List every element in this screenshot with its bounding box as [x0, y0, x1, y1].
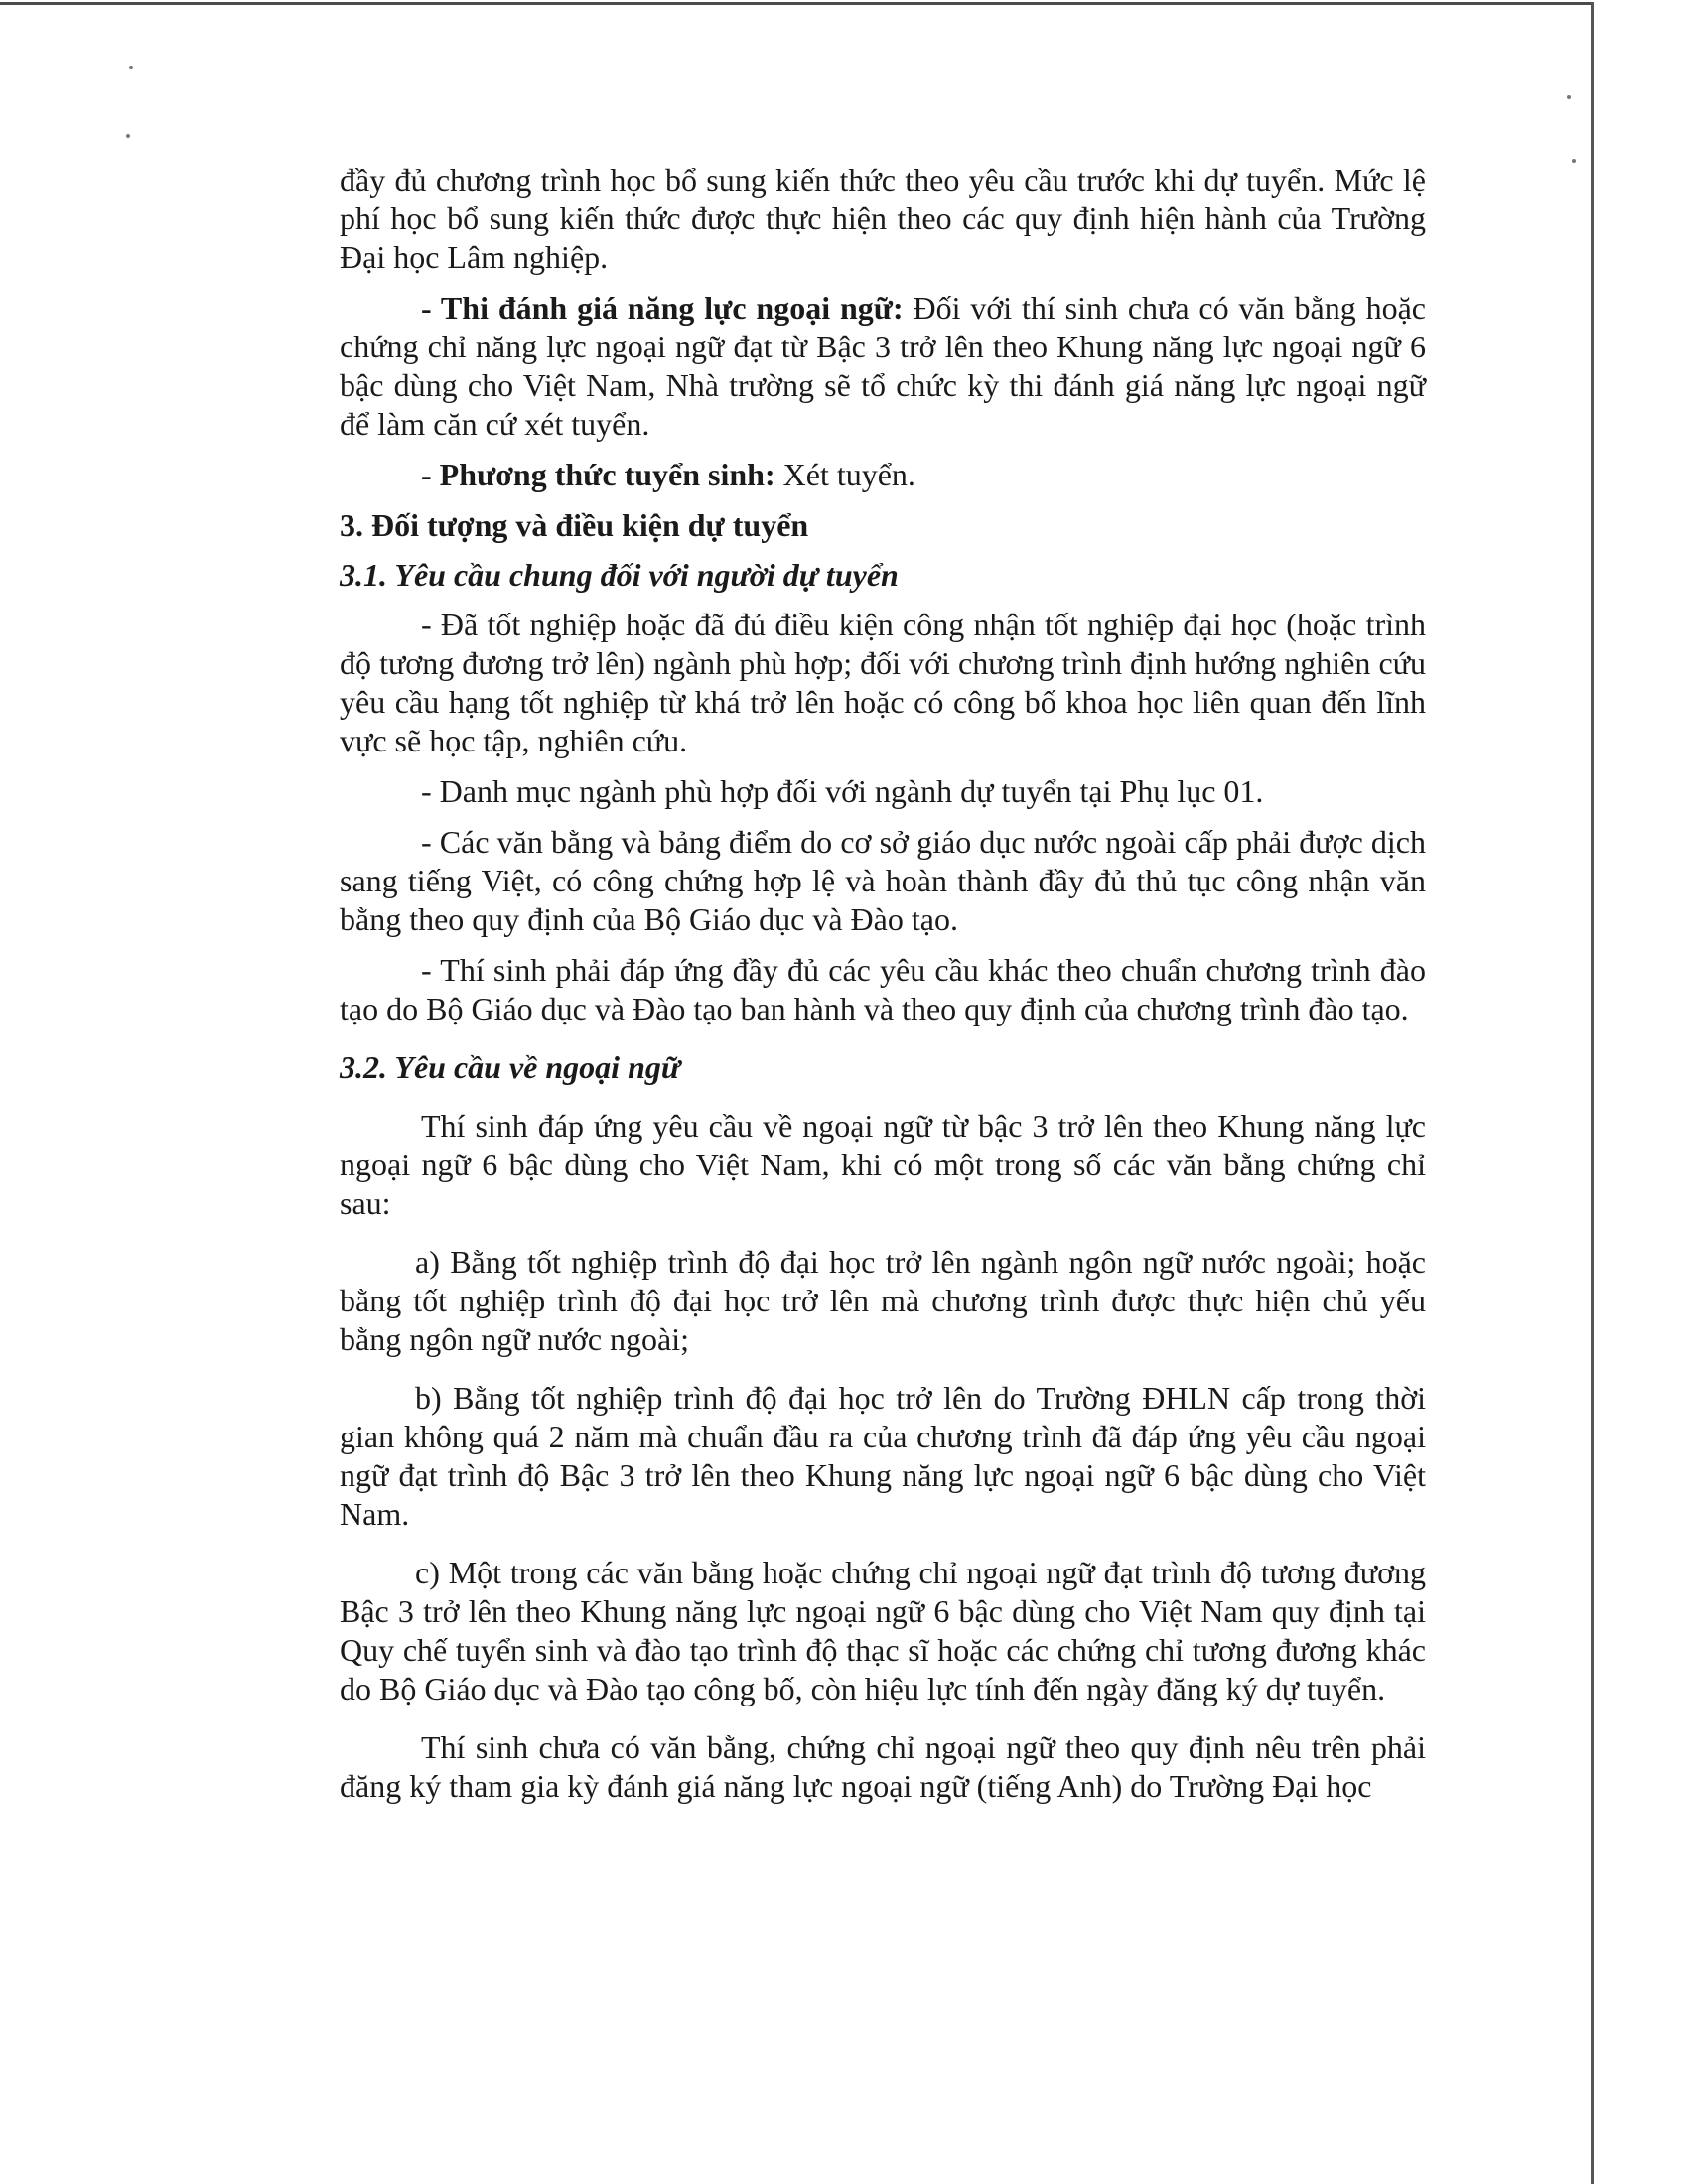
list-item: - Đã tốt nghiệp hoặc đã đủ điều kiện công nhận tốt nghiệp đại học (hoặc trình độ tương đương trở lên) ngành phù hợp; đối với chương trình định hướng nghiên cứu yêu cầu hạng tốt nghiệp từ khá trở lên hoặc có công bố khoa học liên quan đến lĩnh vực sẽ học tập, nghiên cứu. — [340, 607, 1426, 758]
paragraph-language-requirement: Thí sinh đáp ứng yêu cầu về ngoại ngữ từ bậc 3 trở lên theo Khung năng lực ngoại ngữ 6 bậc dùng cho Việt Nam, khi có một trong số các văn bằng chứng chỉ sau: — [340, 1108, 1426, 1221]
paragraph-admission-method — [340, 456, 1426, 494]
list-item: c) Một trong các văn bằng hoặc chứng chỉ ngoại ngữ đạt trình độ tương đương Bậc 3 trở lên theo Khung năng lực ngoại ngữ 6 bậc dùng cho Việt Nam quy định tại Quy chế tuyển sinh và đào tạo trình độ thạc sĩ hoặc các chứng chỉ tương đương khác do Bộ Giáo dục và Đào tạo công bố, còn hiệu lực tính đến ngày đăng ký dự tuyển. — [340, 1555, 1426, 1706]
list-item: b) Bằng tốt nghiệp trình độ đại học trở lên do Trường ĐHLN cấp trong thời gian không quá 2 năm mà chuẩn đầu ra của chương trình đã đáp ứng yêu cầu ngoại ngữ đạt trình độ Bậc 3 trở lên theo Khung năng lực ngoại ngữ 6 bậc dùng cho Việt Nam. — [340, 1380, 1426, 1532]
scan-speck — [126, 134, 130, 138]
admission-method-label: - Phương thức tuyển sinh: — [421, 457, 775, 492]
scan-speck — [129, 66, 133, 69]
subsection-3-2-heading: 3.2. Yêu cầu về ngoại ngữ — [340, 1049, 681, 1085]
subsection-3-1-heading: 3.1. Yêu cầu chung đối với người dự tuyển — [340, 557, 899, 593]
list-item: a) Bằng tốt nghiệp trình độ đại học trở lên ngành ngôn ngữ nước ngoài; hoặc bằng tốt nghiệp trình độ đại học trở lên mà chương trình được thực hiện chủ yếu bằng ngôn ngữ nước ngoài; — [340, 1244, 1426, 1357]
paragraph-language-exam — [340, 289, 1426, 444]
paragraph-closing: Thí sinh chưa có văn bằng, chứng chỉ ngoại ngữ theo quy định nêu trên phải đăng ký tham gia kỳ đánh giá năng lực ngoại ngữ (tiếng Anh) do Trường Đại học — [340, 1729, 1426, 1804]
document-page — [340, 161, 1426, 1818]
list-item: - Danh mục ngành phù hợp đối với ngành dự tuyển tại Phụ lục 01. — [421, 773, 1264, 809]
admission-method-text: Xét tuyển. — [774, 457, 915, 492]
language-exam-label: - Thi đánh giá năng lực ngoại ngữ: — [421, 290, 904, 326]
scan-right-border — [1591, 2, 1594, 2184]
scan-speck — [1572, 159, 1576, 163]
scan-top-border — [0, 2, 1594, 5]
paragraph-intro: đầy đủ chương trình học bổ sung kiến thức theo yêu cầu trước khi dự tuyển. Mức lệ phí học bổ sung kiến thức được thực hiện theo các quy định hiện hành của Trường Đại học Lâm nghiệp. — [340, 162, 1426, 275]
section-3-heading: 3. Đối tượng và điều kiện dự tuyển — [340, 507, 809, 543]
list-item: - Thí sinh phải đáp ứng đầy đủ các yêu cầu khác theo chuẩn chương trình đào tạo do Bộ Giáo dục và Đào tạo ban hành và theo quy định của chương trình đào tạo. — [340, 952, 1426, 1026]
list-item: - Các văn bằng và bảng điểm do cơ sở giáo dục nước ngoài cấp phải được dịch sang tiếng Việt, có công chứng hợp lệ và hoàn thành đầy đủ thủ tục công nhận văn bằng theo quy định của Bộ Giáo dục và Đào tạo. — [340, 824, 1426, 937]
scan-speck — [1567, 95, 1571, 99]
language-exam-text: Đối với thí sinh chưa có văn bằng hoặc chứng chỉ năng lực ngoại ngữ đạt từ Bậc 3 trở lên theo Khung năng lực ngoại ngữ 6 bậc dùng cho Việt Nam, Nhà trường sẽ tổ chức kỳ thi đánh giá năng lực ngoại ngữ để làm căn cứ xét tuyển. — [340, 290, 1427, 442]
